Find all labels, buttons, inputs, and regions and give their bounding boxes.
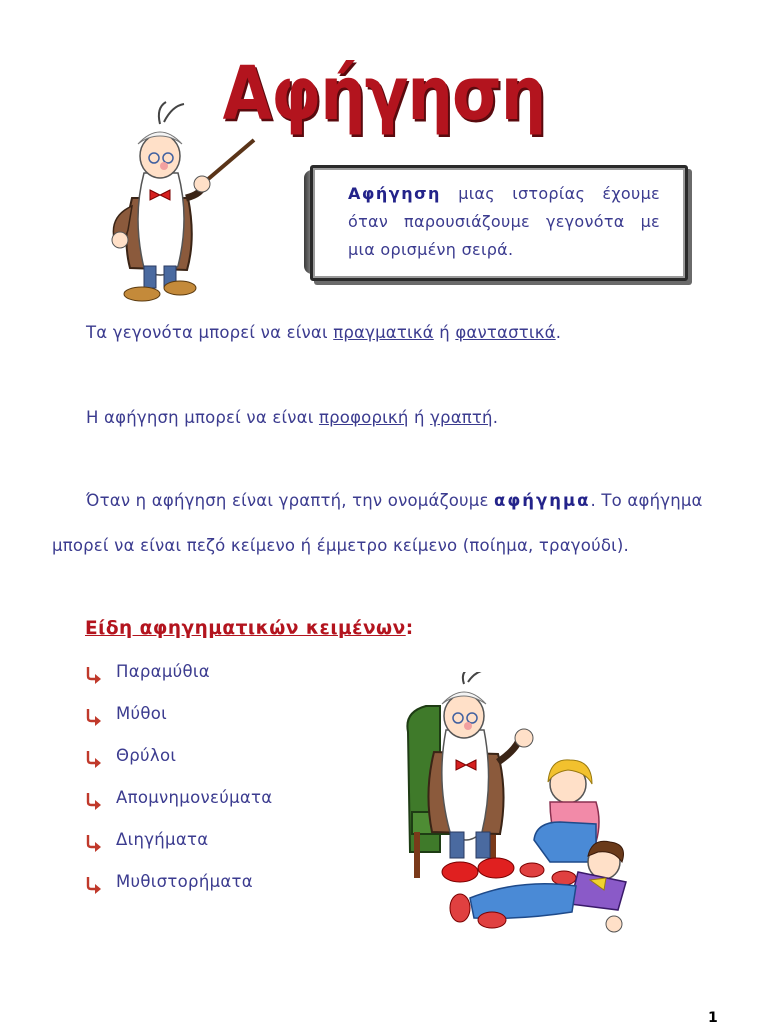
word-narrative: αφήγημα xyxy=(494,491,591,510)
hooked-arrow-icon xyxy=(84,875,104,895)
word-oral: προφορική xyxy=(318,408,409,427)
paragraph-oral-or: ή xyxy=(408,408,431,427)
list-item-label: Απομνημονεύματα xyxy=(116,788,273,807)
narrative-types-list xyxy=(84,662,272,914)
definition-body: μιας ιστορίας έχουμε όταν παρουσιάζουμε γεγονότα με μια ορισμένη σειρά. xyxy=(348,184,660,259)
list-item-label: Θρύλοι xyxy=(116,746,177,765)
page-title: Αφήγηση xyxy=(222,52,546,138)
page-number: 1 xyxy=(708,1010,718,1026)
hooked-arrow-icon xyxy=(84,791,104,811)
list-item-label: Μύθοι xyxy=(116,704,168,723)
hooked-arrow-icon xyxy=(84,707,104,727)
paragraph-narrative-line2: μπορεί να είναι πεζό κείμενο ή έμμετρο κείμενο (ποίημα, τραγούδι). xyxy=(52,536,629,555)
list-item xyxy=(84,662,272,704)
paragraph-facts-or: ή xyxy=(433,323,456,342)
paragraph-oral-written xyxy=(86,408,498,427)
paragraph-narrative-prefix: Όταν η αφήγηση είναι γραπτή, την ονομάζουμε xyxy=(86,491,495,510)
section-heading xyxy=(85,618,414,639)
word-real: πραγματικά xyxy=(333,323,434,342)
list-item xyxy=(84,872,272,914)
list-item xyxy=(84,788,272,830)
definition-text xyxy=(348,180,660,264)
list-item-label: Μυθιστορήματα xyxy=(116,872,253,891)
paragraph-oral-end: . xyxy=(492,408,499,427)
definition-term: Αφήγηση xyxy=(348,184,441,203)
list-item-label: Διηγήματα xyxy=(116,830,209,849)
storytelling-illustration xyxy=(400,672,636,948)
paragraph-facts-end: . xyxy=(555,323,562,342)
word-written: γραπτή xyxy=(430,408,493,427)
list-item xyxy=(84,830,272,872)
paragraph-oral-prefix: Η αφήγηση μπορεί να είναι xyxy=(86,408,319,427)
section-heading-colon: : xyxy=(405,618,414,639)
paragraph-facts-prefix: Τα γεγονότα μπορεί να είναι xyxy=(86,323,334,342)
list-item-label: Παραμύθια xyxy=(116,662,210,681)
paragraph-facts xyxy=(86,323,561,342)
hooked-arrow-icon xyxy=(84,749,104,769)
word-fictional: φανταστικά xyxy=(455,323,556,342)
teacher-with-pointer-illustration xyxy=(92,98,262,310)
list-item xyxy=(84,746,272,788)
hooked-arrow-icon xyxy=(84,833,104,853)
section-heading-text: Είδη αφηγηματικών κειμένων xyxy=(85,618,406,639)
paragraph-narrative-line1 xyxy=(86,491,703,510)
list-item xyxy=(84,704,272,746)
paragraph-narrative-suffix: . Το αφήγημα xyxy=(590,491,703,510)
hooked-arrow-icon xyxy=(84,665,104,685)
